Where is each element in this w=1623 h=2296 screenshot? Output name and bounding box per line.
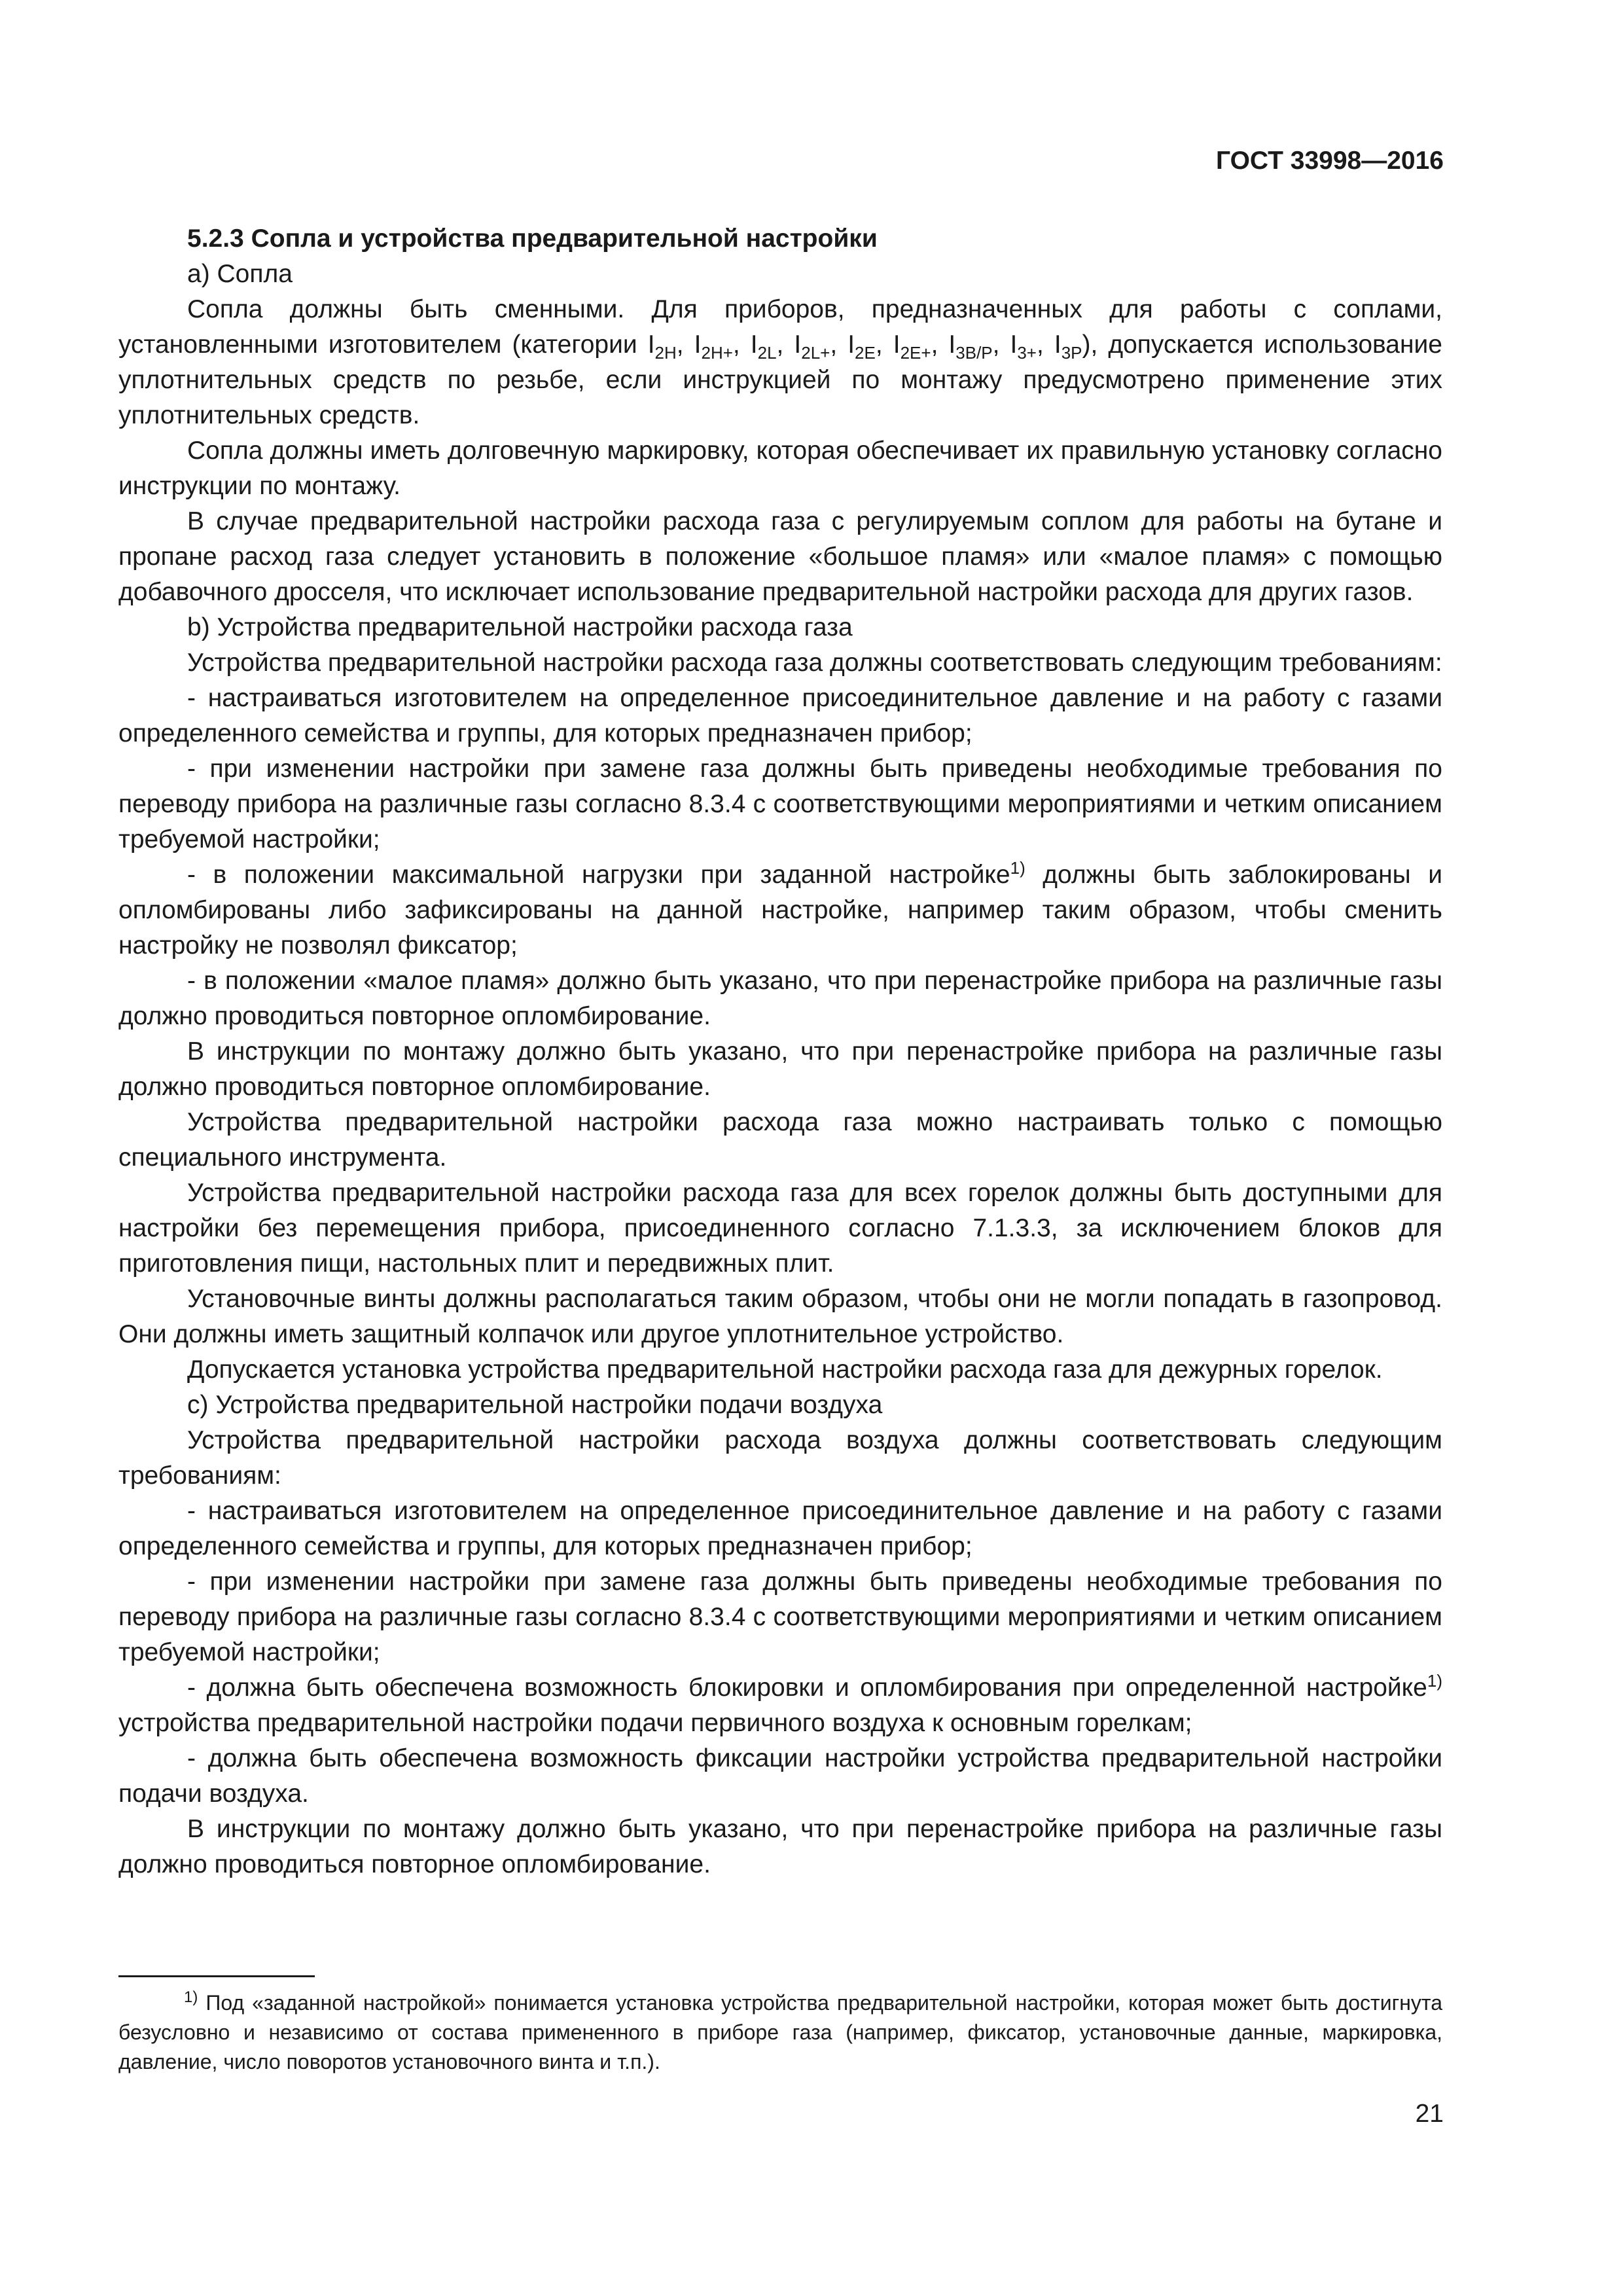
paragraph-b-3: Устройства предварительной настройки расхода газа можно настраивать только с помощью специального инструмента. [118, 1108, 1442, 1172]
list-item-c-4: - должна быть обеспечена возможность фиксации настройки устройства предварительной настройки подачи воздуха. [118, 1744, 1442, 1808]
standard-header: ГОСТ 33998—2016 [1216, 147, 1444, 175]
footnote-divider [118, 1975, 315, 1977]
footnote-reference: 1) [1010, 858, 1026, 878]
footnote: $^{1)}$ Под «заданной настройкой» понимается установка устройства предварительной настройки, которая может быть достигнута безусловно и независимо от состава примененного в приборе газа (например, фиксатор, установочные данные, маркировка, давление, число поворотов установочного винта и т.п.). [118, 1988, 1442, 2073]
footnote-reference: 1) [1427, 1671, 1442, 1691]
list-item-c-2: - при изменении настройки при замене газа должны быть приведены необходимые требования по переводу прибора на различные газы согласно 8.3.4 с соответствующими мероприятиями и четким описанием требуемой настройки; [118, 1568, 1442, 1666]
paragraph-b-6: Допускается установка устройства предварительной настройки расхода газа для дежурных горелок. [187, 1355, 1383, 1384]
list-item-c-3: - должна быть обеспечена возможность блокировки и опломбирования при определенной настройке$^{1)}$ устройства предварительной настройки подачи первичного воздуха к основным горелкам; [118, 1671, 1442, 1737]
paragraph-a-3: В случае предварительной настройки расхода газа с регулируемым соплом для работы на бутане и пропане расход газа следует установить в положение «большое пламя» или «малое пламя» с помощью добавочного дросселя, что исключает использование предварительной настройки расхода для других газов. [118, 507, 1442, 606]
paragraph-a-2: Сопла должны иметь долговечную маркировку, которая обеспечивает их правильную установку согласно инструкции по монтажу. [118, 437, 1442, 500]
list-item-b-2: - при изменении настройки при замене газа должны быть приведены необходимые требования по переводу прибора на различные газы согласно 8.3.4 с соответствующими мероприятиями и четким описанием требуемой настройки; [118, 755, 1442, 853]
list-item-c-1: - настраиваться изготовителем на определенное присоединительное давление и на работу с газами определенного семейства и группы, для которых предназначен прибор; [118, 1497, 1442, 1560]
page-number: 21 [1415, 2100, 1444, 2128]
subsection-a-label: а) Сопла [187, 260, 293, 288]
list-item-b-1: - настраиваться изготовителем на определенное присоединительное давление и на работу с газами определенного семейства и группы, для которых предназначен прибор; [118, 684, 1442, 747]
subsection-b-label: b) Устройства предварительной настройки расхода газа [187, 613, 853, 641]
subsection-c-label: с) Устройства предварительной настройки подачи воздуха [187, 1391, 883, 1419]
footnote-mark: 1) [184, 1988, 198, 2006]
main-text [118, 221, 1442, 1882]
paragraph-c-2: В инструкции по монтажу должно быть указано, что при перенастройке прибора на различные газы должно проводиться повторное опломбирование. [118, 1815, 1442, 1878]
paragraph-c-1: Устройства предварительной настройки расхода воздуха должны соответствовать следующим требованиям: [118, 1426, 1442, 1490]
paragraph-a-1: Сопла должны быть сменными. Для приборов, предназначенных для работы с соплами, установленными изготовителем (категории $I_{2H}$, $I_{2H+}$, $I_{2L}$, $I_{2L+}$, $I_{2E}$, $I_{2E+}$, $I_{3B/P}$, $I_{3+}$, $I_{3P}$), допускается использование уплотнительных средств по резьбе, если инструкцией по монтажу предусмотрено применение этих уплотнительных средств. [118, 295, 1442, 429]
paragraph-b-1: Устройства предварительной настройки расхода газа должны соответствовать следующим требованиям: [187, 649, 1442, 677]
list-item-b-3: - в положении максимальной нагрузки при заданной настройке$^{1)}$ должны быть заблокированы и опломбированы либо зафиксированы на данной настройке, например таким образом, чтобы сменить настройку не позволял фиксатор; [118, 858, 1442, 960]
paragraph-b-2: В инструкции по монтажу должно быть указано, что при перенастройке прибора на различные газы должно проводиться повторное опломбирование. [118, 1037, 1442, 1101]
section-title: 5.2.3 Сопла и устройства предварительной настройки [187, 224, 878, 253]
paragraph-b-4: Устройства предварительной настройки расхода газа для всех горелок должны быть доступными для настройки без перемещения прибора, присоединенного согласно 7.1.3.3, за исключением блоков для приготовления пищи, настольных плит и передвижных плит. [118, 1179, 1442, 1278]
paragraph-b-5: Установочные винты должны располагаться таким образом, чтобы они не могли попадать в газопровод. Они должны иметь защитный колпачок или другое уплотнительное устройство. [118, 1285, 1442, 1348]
list-item-b-4: - в положении «малое пламя» должно быть указано, что при перенастройке прибора на различные газы должно проводиться повторное опломбирование. [118, 967, 1442, 1030]
